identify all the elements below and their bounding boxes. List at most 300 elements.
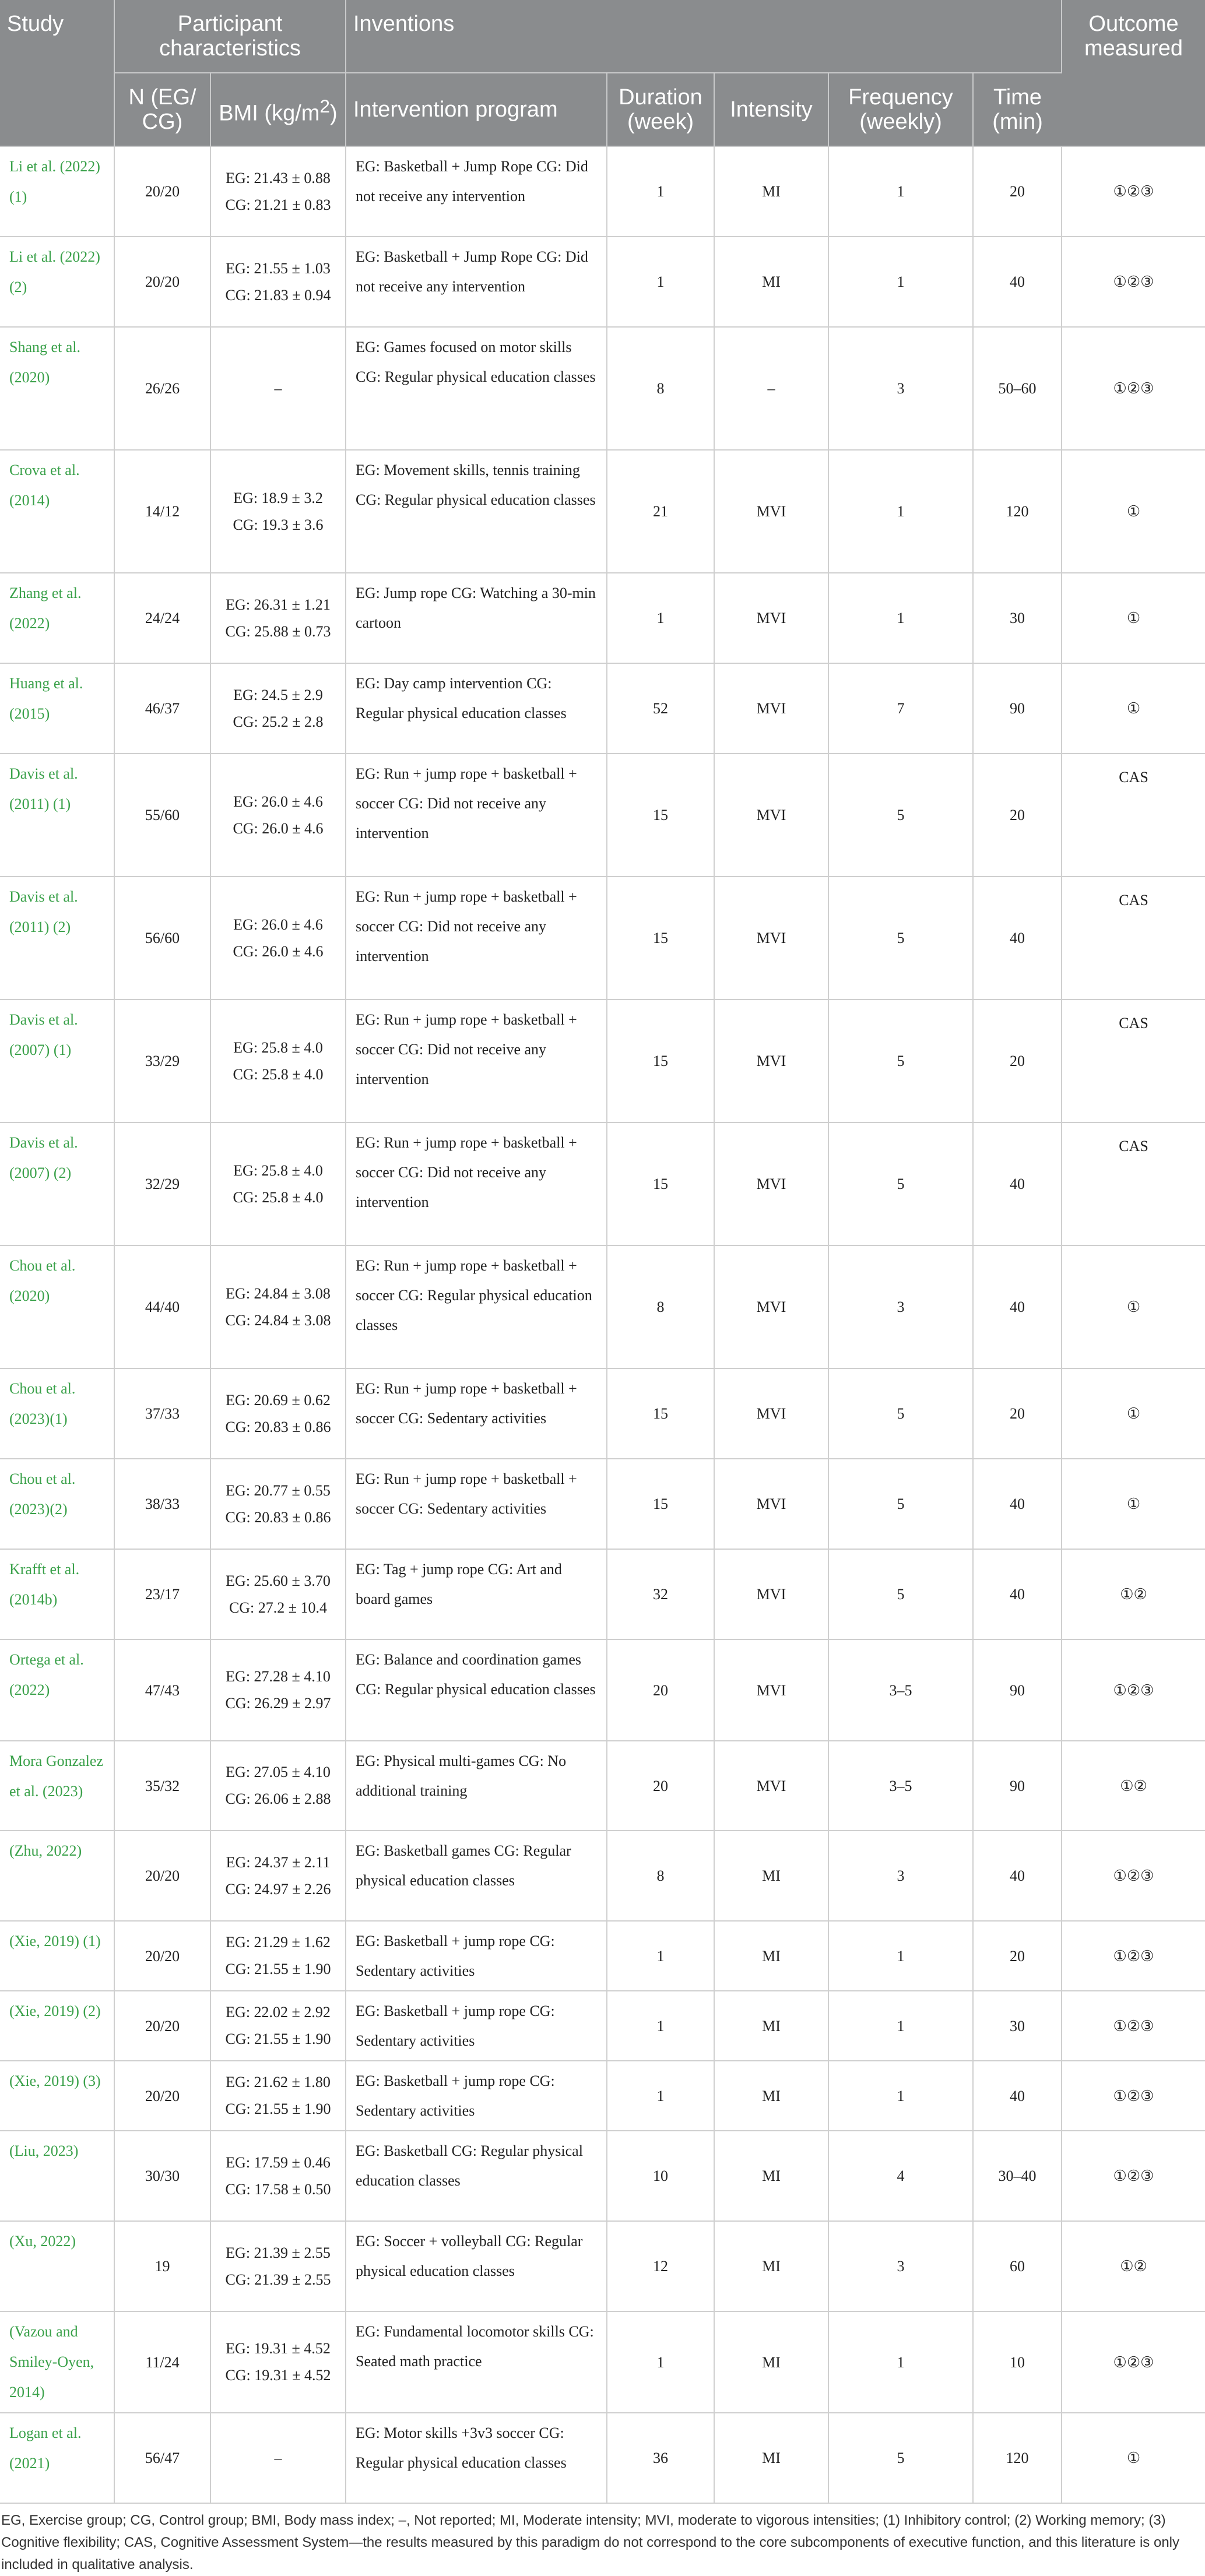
intensity-cell: MI [714,1921,828,1991]
time-cell: 10 [973,2311,1062,2413]
study-cell: (Vazou and Smiley-Oyen, 2014) [0,2311,114,2413]
time-cell: 40 [973,237,1062,327]
frequency-cell: 3 [828,327,973,450]
table-row [0,754,1205,877]
time-cell: 90 [973,1639,1062,1741]
duration-cell: 15 [607,877,714,1000]
duration-cell: 36 [607,2413,714,2503]
study-cell: Mora Gonzalez et al. (2023) [0,1741,114,1831]
header-study: Study [0,0,114,146]
table-row [0,327,1205,450]
study-cell: Logan et al. (2021) [0,2413,114,2503]
bmi-eg-value: EG: 25.60 ± 3.70 [226,1572,331,1589]
bmi-eg-value: EG: 17.59 ± 0.46 [226,2153,331,2171]
frequency-cell: 1 [828,2311,973,2413]
time-cell: 40 [973,1122,1062,1245]
outcome-cell: ①②③ [1062,327,1205,450]
time-cell: 20 [973,1000,1062,1122]
table-row [0,237,1205,327]
bmi-cell [210,754,346,877]
time-cell: 20 [973,1921,1062,1991]
intensity-cell: MVI [714,1639,828,1741]
frequency-cell: 5 [828,1459,973,1549]
intervention-program-cell: EG: Soccer + volleyball CG: Regular physical education classes [346,2221,607,2311]
outcome-cell: ① [1062,450,1205,573]
intervention-program-cell: EG: Games focused on motor skills CG: Regular physical education classes [346,327,607,450]
intervention-program-cell: EG: Movement skills, tennis training CG: Regular physical education classes [346,450,607,573]
header-n: N (EG/ CG) [114,73,210,146]
frequency-cell: 7 [828,663,973,754]
bmi-cell [210,1921,346,1991]
study-cell: Davis et al. (2011) (2) [0,877,114,1000]
bmi-eg-value: EG: 26.0 ± 4.6 [233,916,323,933]
bmi-cg-value: CG: 25.8 ± 4.0 [233,1188,324,1206]
intensity-cell: MVI [714,573,828,663]
time-cell: 30 [973,1991,1062,2061]
table-row [0,573,1205,663]
intensity-cell: MVI [714,663,828,754]
n-cell: 32/29 [114,1122,210,1245]
bmi-eg-value: EG: 26.31 ± 1.21 [226,596,331,613]
n-cell: 30/30 [114,2131,210,2221]
duration-cell: 12 [607,2221,714,2311]
bmi-eg-value: – [274,379,282,397]
n-cell: 19 [114,2221,210,2311]
bmi-cg-value: CG: 21.55 ± 1.90 [225,2030,331,2047]
outcome-cell: CAS [1062,1000,1205,1122]
duration-cell: 15 [607,1122,714,1245]
frequency-cell: 1 [828,450,973,573]
time-cell: 30–40 [973,2131,1062,2221]
study-cell: Li et al. (2022) (2) [0,237,114,327]
duration-cell: 1 [607,2061,714,2131]
bmi-eg-value: EG: 24.84 ± 3.08 [226,1285,331,1302]
bmi-cell [210,327,346,450]
bmi-cell [210,2221,346,2311]
bmi-cg-value: CG: 26.29 ± 2.97 [225,1695,331,1712]
table-row [0,1549,1205,1639]
outcome-cell: CAS [1062,877,1205,1000]
bmi-eg-value: EG: 26.0 ± 4.6 [233,793,323,810]
frequency-cell: 5 [828,1368,973,1459]
bmi-cg-value: CG: 25.2 ± 2.8 [233,713,324,730]
n-cell: 37/33 [114,1368,210,1459]
duration-cell: 15 [607,1459,714,1549]
intensity-cell: MVI [714,877,828,1000]
study-cell: (Xu, 2022) [0,2221,114,2311]
study-cell: Zhang et al. (2022) [0,573,114,663]
table-row [0,663,1205,754]
duration-cell: 20 [607,1741,714,1831]
study-cell: Krafft et al. (2014b) [0,1549,114,1639]
duration-cell: 21 [607,450,714,573]
time-cell: 20 [973,754,1062,877]
bmi-eg-value: EG: 20.69 ± 0.62 [226,1391,331,1409]
intervention-program-cell: EG: Basketball + Jump Rope CG: Did not receive any intervention [346,146,607,237]
bmi-eg-value: EG: 21.62 ± 1.80 [226,2074,331,2091]
table-row [0,2131,1205,2221]
bmi-eg-value: EG: 21.29 ± 1.62 [226,1934,331,1951]
bmi-cg-value: CG: 24.84 ± 3.08 [225,1311,331,1329]
bmi-cell [210,1122,346,1245]
bmi-eg-value: EG: 22.02 ± 2.92 [226,2004,331,2021]
bmi-cg-value: CG: 26.06 ± 2.88 [225,1790,331,1807]
bmi-cell [210,2061,346,2131]
bmi-cg-value: CG: 19.31 ± 4.52 [225,2367,331,2384]
table-row [0,1921,1205,1991]
frequency-cell: 3–5 [828,1741,973,1831]
n-cell: 14/12 [114,450,210,573]
table-row [0,2311,1205,2413]
study-cell: Li et al. (2022) (1) [0,146,114,237]
n-cell: 56/60 [114,877,210,1000]
bmi-cell [210,1991,346,2061]
frequency-cell: 5 [828,877,973,1000]
frequency-cell: 5 [828,1549,973,1639]
outcome-cell: ①②③ [1062,1991,1205,2061]
bmi-cell [210,450,346,573]
n-cell: 20/20 [114,146,210,237]
bmi-eg-value: EG: 18.9 ± 3.2 [233,489,323,506]
bmi-cell [210,573,346,663]
intervention-program-cell: EG: Jump rope CG: Watching a 30-min cartoon [346,573,607,663]
intensity-cell: MI [714,1991,828,2061]
intervention-program-cell: EG: Basketball + jump rope CG: Sedentary activities [346,1991,607,2061]
bmi-cell [210,2131,346,2221]
frequency-cell: 3 [828,1245,973,1368]
duration-cell: 1 [607,146,714,237]
header-inventions: Inventions [346,0,1062,73]
bmi-cg-value: CG: 21.55 ± 1.90 [225,1961,331,1977]
intervention-program-cell: EG: Run + jump rope + basketball + soccer CG: Did not receive any intervention [346,877,607,1000]
frequency-cell: 5 [828,2413,973,2503]
table-row [0,1639,1205,1741]
study-cell: (Xie, 2019) (2) [0,1991,114,2061]
duration-cell: 15 [607,754,714,877]
table-row [0,1000,1205,1122]
intensity-cell: MI [714,237,828,327]
n-cell: 20/20 [114,2061,210,2131]
frequency-cell: 3 [828,2221,973,2311]
table-row [0,1368,1205,1459]
bmi-cg-value: CG: 21.55 ± 1.90 [225,2100,331,2117]
n-cell: 20/20 [114,1991,210,2061]
bmi-eg-value: – [274,2449,282,2466]
frequency-cell: 1 [828,2061,973,2131]
bmi-eg-value: EG: 21.39 ± 2.55 [226,2244,331,2261]
outcome-cell: ① [1062,1368,1205,1459]
n-cell: 24/24 [114,573,210,663]
intensity-cell: MVI [714,1741,828,1831]
bmi-cg-value: CG: 20.83 ± 0.86 [225,1418,331,1435]
study-cell: Davis et al. (2007) (1) [0,1000,114,1122]
table-row [0,2221,1205,2311]
bmi-cg-value: CG: 25.8 ± 4.0 [233,1065,324,1083]
time-cell: 60 [973,2221,1062,2311]
bmi-cell [210,2413,346,2503]
bmi-cell [210,663,346,754]
outcome-cell: ① [1062,663,1205,754]
bmi-cg-value: CG: 17.58 ± 0.50 [225,2180,331,2198]
n-cell: 56/47 [114,2413,210,2503]
frequency-cell: 4 [828,2131,973,2221]
time-cell: 120 [973,2413,1062,2503]
intervention-program-cell: EG: Day camp intervention CG: Regular physical education classes [346,663,607,754]
bmi-cg-value: CG: 21.39 ± 2.55 [225,2271,331,2288]
study-cell: Ortega et al. (2022) [0,1639,114,1741]
bmi-cell [210,2311,346,2413]
n-cell: 46/37 [114,663,210,754]
bmi-cell [210,1831,346,1921]
intensity-cell: MVI [714,1459,828,1549]
n-cell: 47/43 [114,1639,210,1741]
table-header [0,0,1205,146]
study-cell: Chou et al. (2023)(2) [0,1459,114,1549]
intensity-cell: MVI [714,754,828,877]
time-cell: 120 [973,450,1062,573]
intensity-cell: MI [714,2131,828,2221]
table-footnote: EG, Exercise group; CG, Control group; BMI, Body mass index; –, Not reported; MI, Moderate intensity; MVI, moderate to vigorous intensities; (1) Inhibitory control; (2) Working memory; (3) Cognitive flexibility; CAS, Cognitive Assessment System—the results measured by this paradigm do not correspond to the core subcomponents of executive function, and this literature is only included in qualitative analysis. [1,2512,1180,2573]
intensity-cell: MVI [714,1549,828,1639]
table-row [0,1741,1205,1831]
table-row [0,1122,1205,1245]
n-cell: 20/20 [114,1831,210,1921]
bmi-cell [210,146,346,237]
intensity-cell: MVI [714,1245,828,1368]
table-row [0,1459,1205,1549]
bmi-eg-value: EG: 21.43 ± 0.88 [226,169,331,186]
intensity-cell: MVI [714,1368,828,1459]
frequency-cell: 5 [828,754,973,877]
outcome-cell: ① [1062,1459,1205,1549]
duration-cell: 52 [607,663,714,754]
bmi-cell [210,1639,346,1741]
header-bmi: BMI $(kg/m^2)$ [210,73,346,146]
header-intervention-program: Intervention program [346,73,607,146]
table-row [0,1831,1205,1921]
outcome-cell: CAS [1062,1122,1205,1245]
bmi-eg-value: EG: 19.31 ± 4.52 [226,2340,331,2357]
frequency-cell: 1 [828,1921,973,1991]
duration-cell: 15 [607,1368,714,1459]
study-cell: Chou et al. (2020) [0,1245,114,1368]
intensity-cell: MI [714,2061,828,2131]
outcome-cell: ①②③ [1062,237,1205,327]
bmi-cg-value: CG: 27.2 ± 10.4 [229,1599,328,1616]
duration-cell: 20 [607,1639,714,1741]
intervention-program-cell: EG: Run + jump rope + basketball + soccer CG: Did not receive any intervention [346,1122,607,1245]
time-cell: 40 [973,1549,1062,1639]
bmi-eg-value: EG: 24.5 ± 2.9 [233,686,323,703]
intensity-cell: MI [714,2413,828,2503]
study-cell: (Xie, 2019) (1) [0,1921,114,1991]
duration-cell: 1 [607,1921,714,1991]
n-cell: 11/24 [114,2311,210,2413]
bmi-cg-value: CG: 26.0 ± 4.6 [233,942,324,960]
time-cell: 40 [973,1245,1062,1368]
intensity-cell: MVI [714,1000,828,1122]
intervention-program-cell: EG: Motor skills +3v3 soccer CG: Regular physical education classes [346,2413,607,2503]
intervention-program-cell: EG: Run + jump rope + basketball + soccer CG: Regular physical education classes [346,1245,607,1368]
n-cell: 33/29 [114,1000,210,1122]
time-cell: 90 [973,663,1062,754]
table-body [0,146,1205,2503]
bmi-cell [210,1245,346,1368]
intervention-program-cell: EG: Basketball + jump rope CG: Sedentary activities [346,1921,607,1991]
duration-cell: 8 [607,327,714,450]
duration-cell: 8 [607,1831,714,1921]
time-cell: 20 [973,146,1062,237]
bmi-cg-value: CG: 26.0 ± 4.6 [233,819,324,837]
header-frequency: Frequency (weekly) [828,73,973,146]
intensity-cell: – [714,327,828,450]
duration-cell: 1 [607,573,714,663]
intervention-program-cell: EG: Balance and coordination games CG: Regular physical education classes [346,1639,607,1741]
intensity-cell: MI [714,2221,828,2311]
outcome-cell: ①②③ [1062,146,1205,237]
table-row [0,877,1205,1000]
outcome-cell: ① [1062,1245,1205,1368]
duration-cell: 15 [607,1000,714,1122]
bmi-cell [210,1459,346,1549]
bmi-cell [210,1741,346,1831]
intervention-program-cell: EG: Run + jump rope + basketball + soccer CG: Did not receive any intervention [346,754,607,877]
bmi-eg-value: EG: 25.8 ± 4.0 [233,1162,323,1179]
table-row [0,1991,1205,2061]
intervention-program-cell: EG: Run + jump rope + basketball + soccer CG: Did not receive any intervention [346,1000,607,1122]
intensity-cell: MVI [714,1122,828,1245]
bmi-cg-value: CG: 19.3 ± 3.6 [233,516,324,533]
time-cell: 40 [973,1831,1062,1921]
bmi-cell [210,1000,346,1122]
bmi-cell [210,237,346,327]
n-cell: 20/20 [114,237,210,327]
n-cell: 35/32 [114,1741,210,1831]
intervention-program-cell: EG: Basketball + jump rope CG: Sedentary activities [346,2061,607,2131]
table-row [0,450,1205,573]
n-cell: 44/40 [114,1245,210,1368]
bmi-cg-value: CG: 25.88 ± 0.73 [225,622,331,640]
study-cell: (Liu, 2023) [0,2131,114,2221]
study-cell: Crova et al. (2014) [0,450,114,573]
outcome-cell: ①② [1062,2221,1205,2311]
time-cell: 20 [973,1368,1062,1459]
outcome-cell: CAS [1062,754,1205,877]
bmi-cell [210,1549,346,1639]
frequency-cell: 3–5 [828,1639,973,1741]
n-cell: 55/60 [114,754,210,877]
time-cell: 40 [973,877,1062,1000]
bmi-cell [210,1368,346,1459]
n-cell: 20/20 [114,1921,210,1991]
intensity-cell: MI [714,2311,828,2413]
time-cell: 40 [973,2061,1062,2131]
intervention-program-cell: EG: Fundamental locomotor skills CG: Seated math practice [346,2311,607,2413]
bmi-eg-value: EG: 21.55 ± 1.03 [226,259,331,277]
bmi-cg-value: CG: 21.83 ± 0.94 [225,286,331,304]
time-cell: 90 [973,1741,1062,1831]
frequency-cell: 1 [828,146,973,237]
time-cell: 50–60 [973,327,1062,450]
bmi-eg-value: EG: 20.77 ± 0.55 [226,1481,331,1499]
duration-cell: 1 [607,2311,714,2413]
duration-cell: 1 [607,1991,714,2061]
time-cell: 40 [973,1459,1062,1549]
study-cell: Shang et al. (2020) [0,327,114,450]
outcome-cell: ① [1062,2413,1205,2503]
intensity-cell: MVI [714,450,828,573]
bmi-cg-value: CG: 24.97 ± 2.26 [225,1880,331,1898]
frequency-cell: 1 [828,573,973,663]
n-cell: 23/17 [114,1549,210,1639]
bmi-cg-value: CG: 20.83 ± 0.86 [225,1508,331,1526]
study-cell: Davis et al. (2011) (1) [0,754,114,877]
intensity-cell: MI [714,146,828,237]
study-cell: (Xie, 2019) (3) [0,2061,114,2131]
bmi-cell [210,877,346,1000]
bmi-eg-value: EG: 25.8 ± 4.0 [233,1039,323,1056]
table-row [0,2061,1205,2131]
intervention-program-cell: EG: Basketball games CG: Regular physical education classes [346,1831,607,1921]
duration-cell: 1 [607,237,714,327]
header-time: Time (min) [973,73,1062,146]
duration-cell: 10 [607,2131,714,2221]
intensity-cell: MI [714,1831,828,1921]
header-outcome-measured: Outcome measured [1062,0,1205,146]
frequency-cell: 1 [828,1991,973,2061]
bmi-eg-value: EG: 27.05 ± 4.10 [226,1764,331,1780]
study-cell: Chou et al. (2023)(1) [0,1368,114,1459]
table-row [0,146,1205,237]
time-cell: 30 [973,573,1062,663]
outcome-cell: ①②③ [1062,1921,1205,1991]
frequency-cell: 3 [828,1831,973,1921]
intervention-program-cell: EG: Basketball + Jump Rope CG: Did not receive any intervention [346,237,607,327]
table-row [0,2413,1205,2503]
n-cell: 26/26 [114,327,210,450]
header-participant-characteristics: Participant characteristics [114,0,346,73]
frequency-cell: 5 [828,1122,973,1245]
outcome-cell: ①② [1062,1549,1205,1639]
n-cell: 38/33 [114,1459,210,1549]
intervention-program-cell: EG: Run + jump rope + basketball + soccer CG: Sedentary activities [346,1459,607,1549]
intervention-program-cell: EG: Physical multi-games CG: No additional training [346,1741,607,1831]
study-cell: Huang et al. (2015) [0,663,114,754]
intervention-program-cell: EG: Run + jump rope + basketball + soccer CG: Sedentary activities [346,1368,607,1459]
outcome-cell: ①②③ [1062,2311,1205,2413]
header-duration: Duration (week) [607,73,714,146]
bmi-eg-value: EG: 24.37 ± 2.11 [226,1853,331,1871]
bmi-cg-value: CG: 21.21 ± 0.83 [225,196,331,213]
frequency-cell: 1 [828,237,973,327]
duration-cell: 8 [607,1245,714,1368]
table-row [0,1245,1205,1368]
outcome-cell: ①② [1062,1741,1205,1831]
duration-cell: 32 [607,1549,714,1639]
header-intensity: Intensity [714,73,828,146]
study-cell: Davis et al. (2007) (2) [0,1122,114,1245]
intervention-program-cell: EG: Basketball CG: Regular physical education classes [346,2131,607,2221]
intervention-program-cell: EG: Tag + jump rope CG: Art and board games [346,1549,607,1639]
outcome-cell: ①②③ [1062,1831,1205,1921]
outcome-cell: ① [1062,573,1205,663]
outcome-cell: ①②③ [1062,2131,1205,2221]
outcome-cell: ①②③ [1062,2061,1205,2131]
study-cell: (Zhu, 2022) [0,1831,114,1921]
outcome-cell: ①②③ [1062,1639,1205,1741]
frequency-cell: 5 [828,1000,973,1122]
bmi-eg-value: EG: 27.28 ± 4.10 [226,1668,331,1685]
